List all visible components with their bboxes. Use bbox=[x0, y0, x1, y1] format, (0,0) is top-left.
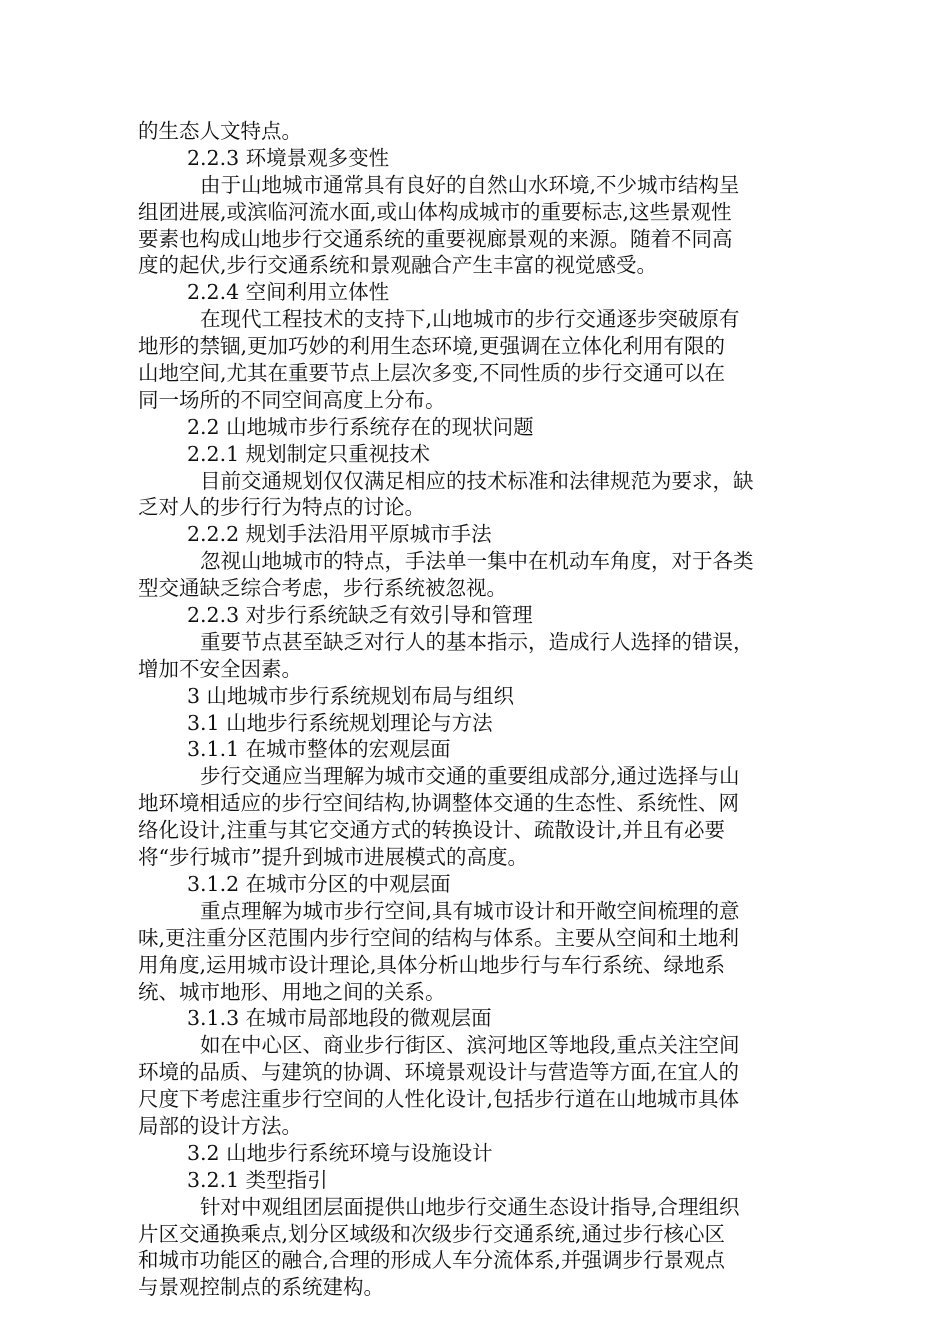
text-line: 型交通缺乏综合考虑，步行系统被忽视。 bbox=[138, 576, 507, 601]
text-line: 重点理解为城市步行空间,具有城市设计和开敞空间梳理的意 bbox=[200, 898, 740, 923]
section-heading: 2.2.4 空间利用立体性 bbox=[187, 280, 390, 305]
text-line: 地环境相适应的步行空间结构,协调整体交通的生态性、系统性、网 bbox=[138, 791, 740, 816]
section-heading: 3.2.1 类型指引 bbox=[187, 1167, 328, 1192]
section-heading: 2.2.3 环境景观多变性 bbox=[187, 145, 390, 170]
text-line: 片区交通换乘点,划分区域级和次级步行交通系统,通过步行核心区 bbox=[138, 1221, 726, 1246]
text-line: 味,更注重分区范围内步行空间的结构与体系。主要从空间和土地利 bbox=[138, 925, 740, 950]
section-heading: 3.1.3 在城市局部地段的微观层面 bbox=[187, 1006, 492, 1031]
text-line: 目前交通规划仅仅满足相应的技术标准和法律规范为要求，缺 bbox=[200, 468, 754, 493]
text-line: 要素也构成山地步行交通系统的重要视廊景观的来源。随着不同高 bbox=[138, 226, 733, 251]
section-heading: 3.1 山地步行系统规划理论与方法 bbox=[187, 710, 493, 735]
text-line: 组团进展,或滨临河流水面,或山体构成城市的重要标志,这些景观性 bbox=[138, 199, 732, 224]
text-line: 步行交通应当理解为城市交通的重要组成部分,通过选择与山 bbox=[200, 764, 740, 789]
document-body bbox=[138, 118, 810, 1301]
text-line: 忽视山地城市的特点，手法单一集中在机动车角度，对于各类 bbox=[200, 549, 754, 574]
text-line: 乏对人的步行行为特点的讨论。 bbox=[138, 495, 425, 520]
text-line: 增加不安全因素。 bbox=[138, 656, 302, 681]
text-line: 针对中观组团层面提供山地步行交通生态设计指导,合理组织 bbox=[200, 1194, 740, 1219]
text-line: 地形的禁锢,更加巧妙的利用生态环境,更强调在立体化利用有限的 bbox=[138, 334, 726, 359]
text-line: 山地空间,尤其在重要节点上层次多变,不同性质的步行交通可以在 bbox=[138, 361, 726, 386]
section-heading: 2.2.1 规划制定只重视技术 bbox=[187, 441, 431, 466]
section-heading: 2.2.3 对步行系统缺乏有效引导和管理 bbox=[187, 603, 533, 628]
text-line: 局部的设计方法。 bbox=[138, 1113, 302, 1138]
section-heading: 3.1.2 在城市分区的中观层面 bbox=[187, 871, 451, 896]
section-heading: 3.2 山地步行系统环境与设施设计 bbox=[187, 1140, 493, 1165]
text-line: 度的起伏,步行交通系统和景观融合产生丰富的视觉感受。 bbox=[138, 253, 658, 278]
section-heading: 3 山地城市步行系统规划布局与组织 bbox=[187, 683, 515, 708]
text-line: 用角度,运用城市设计理论,具体分析山地步行与车行系统、绿地系 bbox=[138, 952, 726, 977]
text-line: 尺度下考虑注重步行空间的人性化设计,包括步行道在山地城市具体 bbox=[138, 1087, 740, 1112]
section-heading: 2.2.2 规划手法沿用平原城市手法 bbox=[187, 522, 492, 547]
text-line: 络化设计,注重与其它交通方式的转换设计、疏散设计,并且有必要 bbox=[138, 818, 726, 843]
text-line: 统、城市地形、用地之间的关系。 bbox=[138, 979, 446, 1004]
text-line: 和城市功能区的融合,合理的形成人车分流体系,并强调步行景观点 bbox=[138, 1248, 726, 1273]
text-line: 将“步行城市”提升到城市进展模式的高度。 bbox=[138, 845, 528, 870]
section-heading: 3.1.1 在城市整体的宏观层面 bbox=[187, 737, 451, 762]
text-line: 如在中心区、商业步行街区、滨河地区等地段,重点关注空间 bbox=[200, 1033, 740, 1058]
text-line: 同一场所的不同空间高度上分布。 bbox=[138, 387, 446, 412]
text-line: 由于山地城市通常具有良好的自然山水环境,不少城市结构呈 bbox=[200, 172, 740, 197]
text-line: 与景观控制点的系统建构。 bbox=[138, 1275, 384, 1300]
section-heading: 2.2 山地城市步行系统存在的现状问题 bbox=[187, 414, 534, 439]
text-line: 的生态人文特点。 bbox=[138, 119, 302, 143]
text-line: 在现代工程技术的支持下,山地城市的步行交通逐步突破原有 bbox=[200, 307, 740, 332]
text-line: 环境的品质、与建筑的协调、环境景观设计与营造等方面,在宜人的 bbox=[138, 1060, 740, 1085]
text-line: 重要节点甚至缺乏对行人的基本指示，造成行人选择的错误， bbox=[200, 629, 754, 654]
